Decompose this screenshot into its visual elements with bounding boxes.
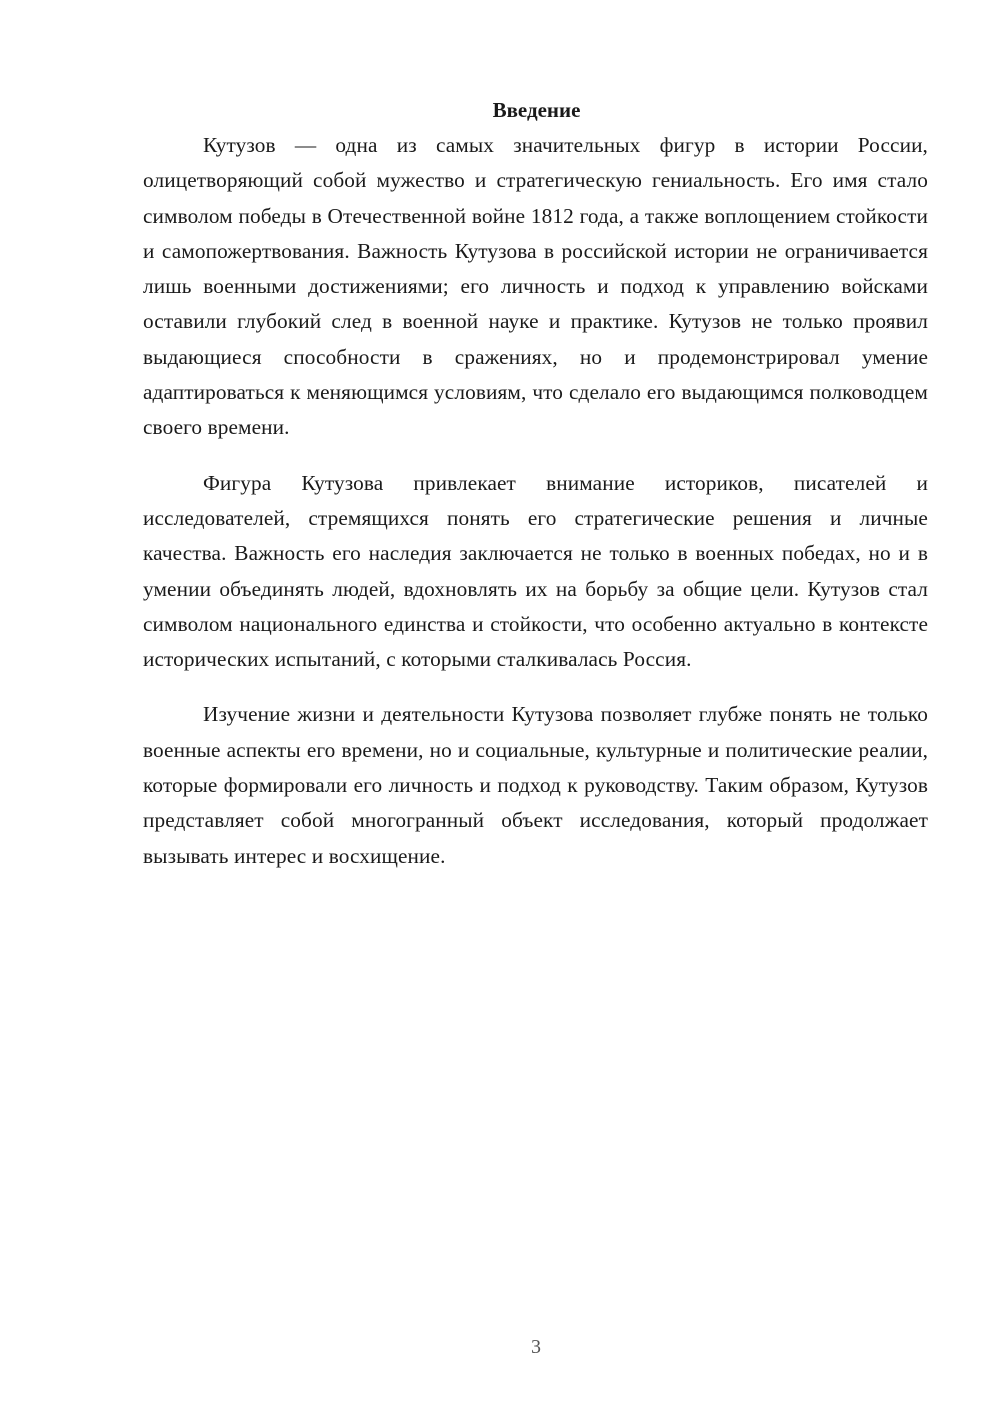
page-content <box>143 93 928 874</box>
page-number: 3 <box>531 1336 541 1358</box>
section-title: Введение <box>492 98 581 122</box>
paragraph-2: Фигура Кутузова привлекает внимание историков, писателей и исследователей, стремящихся понять его стратегические решения и личные качества. Важность его наследия заключается не только в военных победах, но и в умении объединять людей, вдохновлять их на борьбу за общие цели. Кутузов стал символом национального единства и стойкости, что особенно актуально в контексте исторических испытаний, с которыми сталкивалась Россия. <box>143 470 928 672</box>
paragraph-3: Изучение жизни и деятельности Кутузова позволяет глубже понять не только военные аспекты его времени, но и социальные, культурные и политические реалии, которые формировали его личность и подход к руководству. Таким образом, Кутузов представляет собой многогранный объект исследования, который продолжает вызывать интерес и восхищение. <box>143 702 928 868</box>
paragraph-1: Кутузов — одна из самых значительных фигур в истории России, олицетворяющий собой мужество и стратегическую гениальность. Его имя стало символом победы в Отечественной войне 1812 года, а также воплощением стойкости и самопожертвования. Важность Кутузова в российской истории не ограничивается лишь военными достижениями; его личность и подход к управлению войсками оставили глубокий след в военной науке и практике. Кутузов не только проявил выдающиеся способности в сражениях, но и продемонстрировал умение адаптироваться к меняющимся условиям, что сделало его выдающимся полководцем своего времени. <box>143 133 928 440</box>
